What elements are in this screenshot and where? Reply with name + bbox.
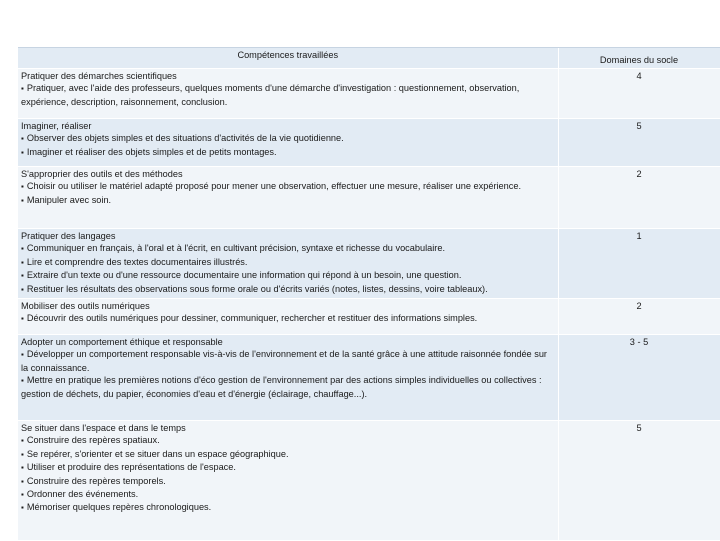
table-row: [18, 119, 720, 167]
competence-cell: [18, 299, 558, 335]
table-row: [18, 335, 720, 421]
competence-item: ▪ Construire des repères spatiaux.: [21, 434, 555, 447]
competence-item: ▪ Utiliser et produire des représentations de l'espace.: [21, 461, 555, 474]
competence-item: ▪ Mémoriser quelques repères chronologiques.: [21, 501, 555, 514]
competence-item: ▪ Se repérer, s'orienter et se situer dans un espace géographique.: [21, 448, 555, 461]
competence-title: Imaginer, réaliser: [21, 121, 92, 131]
table-row: [18, 421, 720, 541]
domain-cell: 4: [558, 69, 720, 119]
domain-cell: 1: [558, 229, 720, 299]
domain-cell: 5: [558, 119, 720, 167]
competence-title: Adopter un comportement éthique et responsable: [21, 337, 223, 347]
competence-item: ▪ Choisir ou utiliser le matériel adapté proposé pour mener une observation, effectuer une mesure, réaliser une expérience.: [21, 180, 555, 193]
competence-cell: [18, 119, 558, 167]
competence-item: ▪ Pratiquer, avec l'aide des professeurs, quelques moments d'une démarche d'investigation : questionnement, observation, expérience, description, raisonnement, conclusion.: [21, 82, 555, 108]
competence-item: ▪ Communiquer en français, à l'oral et à l'écrit, en cultivant précision, syntaxe et richesse du vocabulaire.: [21, 242, 555, 255]
competence-cell: [18, 421, 558, 541]
competences-table: [18, 48, 720, 541]
competence-title: Mobiliser des outils numériques: [21, 301, 150, 311]
competence-item: ▪ Mettre en pratique les premières notions d'éco gestion de l'environnement par des actions simples individuelles ou collectives : gestion de déchets, du papier, économies d'eau et d'énergie (éclairage, chauffage...).: [21, 374, 555, 400]
domain-cell: 5: [558, 421, 720, 541]
competence-title: S'approprier des outils et des méthodes: [21, 169, 183, 179]
competence-cell: [18, 167, 558, 229]
competence-item: ▪ Lire et comprendre des textes documentaires illustrés.: [21, 256, 555, 269]
domain-cell: 2: [558, 299, 720, 335]
table-row: [18, 69, 720, 119]
competence-item: ▪ Ordonner des événements.: [21, 488, 555, 501]
table-row: [18, 299, 720, 335]
competence-cell: [18, 69, 558, 119]
competence-item: ▪ Manipuler avec soin.: [21, 194, 555, 207]
table-row: [18, 229, 720, 299]
header-competences: Compétences travaillées: [18, 48, 558, 69]
competence-item: ▪ Construire des repères temporels.: [21, 475, 555, 488]
competence-cell: [18, 335, 558, 421]
competence-item: ▪ Restituer les résultats des observations sous forme orale ou d'écrits variés (notes, listes, dessins, voire tableaux).: [21, 283, 555, 296]
competence-item: ▪ Découvrir des outils numériques pour dessiner, communiquer, rechercher et restituer des informations simples.: [21, 312, 555, 325]
competence-title: Pratiquer des démarches scientifiques: [21, 71, 177, 81]
table-row: [18, 167, 720, 229]
competence-item: ▪ Imaginer et réaliser des objets simples et de petits montages.: [21, 146, 555, 159]
domain-cell: 2: [558, 167, 720, 229]
competence-title: Pratiquer des langages: [21, 231, 116, 241]
table-header-row: [18, 48, 720, 69]
competence-item: ▪ Observer des objets simples et des situations d'activités de la vie quotidienne.: [21, 132, 555, 145]
domain-cell: 3 - 5: [558, 335, 720, 421]
competence-item: ▪ Extraire d'un texte ou d'une ressource documentaire une information qui répond à un besoin, une question.: [21, 269, 555, 282]
header-domaines: Domaines du socle: [558, 48, 720, 69]
competence-title: Se situer dans l'espace et dans le temps: [21, 423, 186, 433]
competence-item: ▪ Développer un comportement responsable vis-à-vis de l'environnement et de la santé grâce à une attitude raisonnée fondée sur la connaissance.: [21, 348, 555, 374]
competence-cell: [18, 229, 558, 299]
